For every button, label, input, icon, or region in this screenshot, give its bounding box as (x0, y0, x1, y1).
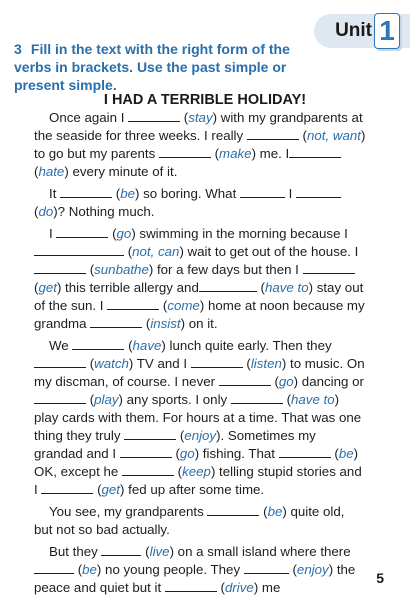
answer-blank[interactable] (41, 483, 93, 494)
story-text: ) dancing or (293, 374, 364, 389)
story-text: ) home at noon because my grandma (34, 298, 365, 331)
story-text: ) any sports. I only (118, 392, 231, 407)
answer-blank[interactable] (303, 263, 355, 274)
story-text: ( (86, 392, 95, 407)
answer-blank[interactable] (244, 563, 289, 574)
story-text: ( (74, 562, 83, 577)
verb-prompt: watch (94, 356, 129, 371)
task-instruction (14, 40, 314, 94)
answer-blank[interactable] (165, 581, 217, 592)
story-paragraph (34, 503, 366, 539)
story-text: We (49, 338, 73, 353)
verb-prompt: do (38, 204, 54, 219)
answer-blank[interactable] (219, 375, 271, 386)
verb-prompt: go (116, 226, 132, 241)
story-text: ( (142, 316, 151, 331)
answer-blank[interactable] (34, 357, 86, 368)
verb-prompt: have to (291, 392, 335, 407)
verb-prompt: live (149, 544, 170, 559)
story-text: ) quite old, but not so bad actually. (34, 504, 345, 537)
answer-blank[interactable] (191, 357, 243, 368)
story-text: It (49, 186, 61, 201)
unit-number-box (374, 13, 400, 49)
answer-blank[interactable] (231, 393, 283, 404)
unit-number: 1 (379, 15, 395, 46)
story-text: ) no young people. They (96, 562, 244, 577)
story-paragraph (34, 109, 366, 181)
verb-prompt: not, want (306, 128, 361, 143)
story-text: ( (282, 392, 291, 407)
answer-blank[interactable] (128, 111, 180, 122)
answer-blank[interactable] (122, 465, 174, 476)
verb-prompt: insist (150, 316, 181, 331)
story-text: ). Sometimes my grandad and I (34, 428, 316, 461)
story-text: ) fed up after some time. (120, 482, 265, 497)
story-text: I (49, 226, 57, 241)
story-text: ( (180, 110, 189, 125)
answer-blank[interactable] (60, 187, 112, 198)
page-number: 5 (376, 570, 384, 586)
story-text: ) telling stupid stories and I (34, 464, 362, 497)
answer-blank[interactable] (34, 563, 74, 574)
story-text: ) fishing. That (194, 446, 279, 461)
answer-blank[interactable] (296, 187, 341, 198)
story-text: ) this terrible allergy and (56, 280, 199, 295)
verb-prompt: get (101, 482, 121, 497)
story-text: ) for a few days but then I (148, 262, 303, 277)
story-text: ( (210, 146, 220, 161)
answer-blank[interactable] (34, 263, 86, 274)
answer-blank[interactable] (72, 339, 124, 350)
answer-blank[interactable] (120, 447, 172, 458)
story-text: ) wait to get out of the house. I (179, 244, 359, 259)
answer-blank[interactable] (56, 227, 108, 238)
story-paragraph (34, 225, 366, 333)
story-text: ( (256, 280, 265, 295)
story-paragraph (34, 543, 366, 597)
answer-blank[interactable] (279, 447, 331, 458)
verb-prompt: not, can (132, 244, 180, 259)
verb-prompt: enjoy (296, 562, 329, 577)
story-text: ) me. I (251, 146, 290, 161)
story-text: ) lunch quite early. Then they (161, 338, 332, 353)
story-text: ) OK, except he (34, 446, 359, 479)
story-text: ( (176, 428, 185, 443)
answer-blank[interactable] (247, 129, 299, 140)
verb-prompt: go (278, 374, 294, 389)
verb-prompt: keep (182, 464, 211, 479)
story-text: ( (242, 356, 251, 371)
story-text: ) play cards with them. For hours at a time. That was one thing they truly (34, 392, 362, 443)
story-text: ( (124, 338, 133, 353)
story-text: ( (171, 446, 180, 461)
story-text: ( (141, 544, 150, 559)
answer-blank[interactable] (289, 147, 341, 158)
story-text: ) to music. On my discman, of course. I never (34, 356, 365, 389)
answer-blank[interactable] (107, 299, 159, 310)
story-text: ) on a small island where there (169, 544, 351, 559)
story-text: ( (259, 504, 268, 519)
verb-prompt: be (82, 562, 97, 577)
story-text: ( (159, 298, 168, 313)
task-number: 3 (14, 41, 22, 57)
verb-prompt: have to (264, 280, 309, 295)
story-title: I HAD A TERRIBLE HOLIDAY! (103, 92, 307, 108)
story-text: ) me (253, 580, 281, 595)
verb-prompt: play (94, 392, 119, 407)
story-text: But they (49, 544, 102, 559)
answer-blank[interactable] (101, 545, 141, 556)
story-text: ) to go but my parents (34, 128, 366, 161)
story-text: You see, my grandparents (49, 504, 208, 519)
answer-blank[interactable] (34, 393, 86, 404)
verb-prompt: stay (188, 110, 213, 125)
story-text: ( (270, 374, 279, 389)
story-text: ( (86, 356, 95, 371)
story-paragraph (34, 185, 366, 221)
verb-prompt: get (38, 280, 57, 295)
story-paragraph (34, 337, 366, 499)
story-text: ( (34, 280, 39, 295)
story-text: ) stay out of the sun. I (34, 280, 364, 313)
answer-blank[interactable] (159, 147, 211, 158)
answer-blank[interactable] (207, 505, 259, 516)
story-text: ) with my grandparents at the seaside for three weeks. I really (34, 110, 363, 143)
verb-prompt: come (167, 298, 200, 313)
verb-prompt: listen (250, 356, 282, 371)
story-text: ( (93, 482, 102, 497)
answer-blank[interactable] (199, 281, 257, 292)
answer-blank[interactable] (90, 317, 142, 328)
answer-blank[interactable] (34, 245, 124, 256)
story-text: ) swimming in the morning because I (131, 226, 348, 241)
verb-prompt: sunbathe (94, 262, 149, 277)
story-text: ( (34, 204, 39, 219)
story-text: ( (124, 244, 133, 259)
verb-prompt: have (132, 338, 162, 353)
story-text: ( (112, 186, 121, 201)
story-text: ) on it. (180, 316, 218, 331)
story-text: ) every minute of it. (64, 164, 178, 179)
task-text: Fill in the text with the right form of the verbs in brackets. Use the past simple or present simple. (14, 41, 290, 93)
story-text: ( (173, 464, 183, 479)
story-text: ( (288, 562, 297, 577)
story-body (34, 109, 366, 601)
story-text: ) the peace and quiet but it (34, 562, 356, 595)
verb-prompt: go (179, 446, 195, 461)
answer-blank[interactable] (240, 187, 285, 198)
verb-prompt: enjoy (184, 428, 217, 443)
story-text: Once again I (49, 110, 129, 125)
story-text: ) so boring. What (135, 186, 240, 201)
verb-prompt: make (219, 146, 252, 161)
story-text: ( (86, 262, 95, 277)
answer-blank[interactable] (124, 429, 176, 440)
unit-label: Unit (335, 20, 372, 41)
story-text: ( (298, 128, 307, 143)
story-text: ( (34, 164, 39, 179)
story-text: ( (330, 446, 339, 461)
story-text: I (284, 186, 297, 201)
verb-prompt: be (120, 186, 136, 201)
verb-prompt: be (267, 504, 283, 519)
story-text: ( (216, 580, 225, 595)
verb-prompt: hate (38, 164, 65, 179)
verb-prompt: drive (224, 580, 254, 595)
verb-prompt: be (338, 446, 354, 461)
story-text: ( (108, 226, 117, 241)
story-text: )? Nothing much. (53, 204, 155, 219)
story-text: ) TV and I (128, 356, 191, 371)
